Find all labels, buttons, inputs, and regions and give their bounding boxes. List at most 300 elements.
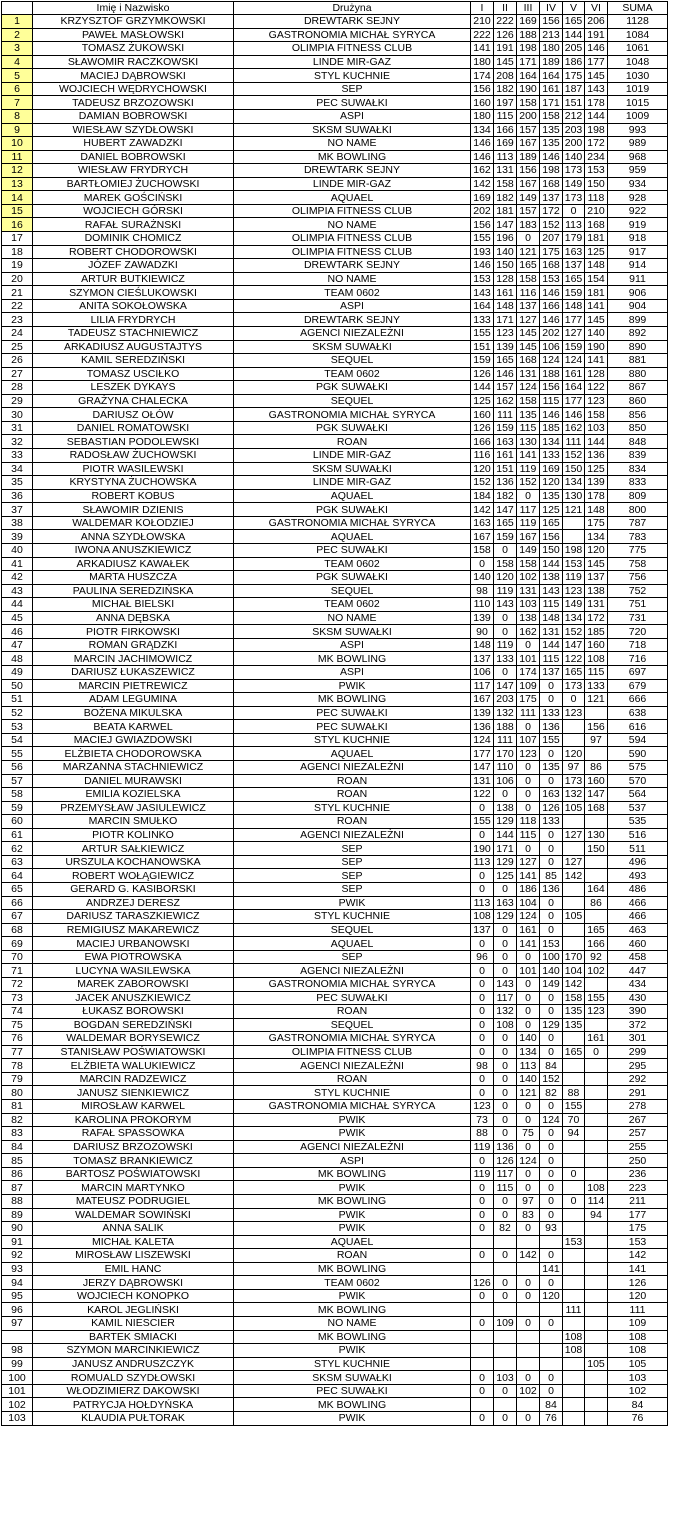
game2-cell: 0: [494, 1411, 517, 1425]
rank-cell: [2, 1330, 33, 1344]
rank-cell: 71: [2, 964, 33, 978]
table-row: [2, 313, 668, 327]
total-cell: 430: [608, 991, 668, 1005]
game6-cell: 103: [585, 421, 608, 435]
rank-cell: 84: [2, 1140, 33, 1154]
game6-cell: 120: [585, 543, 608, 557]
table-row: [2, 367, 668, 381]
name-cell: DOMINIK CHOMICZ: [33, 232, 234, 246]
total-cell: 466: [608, 910, 668, 924]
name-cell: EMIL HANC: [33, 1262, 234, 1276]
total-cell: 177: [608, 1208, 668, 1222]
game1-cell: 146: [471, 150, 494, 164]
game2-cell: 0: [494, 1289, 517, 1303]
team-cell: SEQUEL: [234, 354, 471, 368]
game4-cell: 0: [540, 842, 563, 856]
game6-cell: 125: [585, 462, 608, 476]
game5-cell: 152: [563, 449, 585, 463]
game5-cell: [563, 530, 585, 544]
total-cell: 906: [608, 286, 668, 300]
game5-cell: 137: [563, 259, 585, 273]
game5-cell: 170: [563, 950, 585, 964]
rank-cell: 26: [2, 354, 33, 368]
game1-cell: 136: [471, 720, 494, 734]
game2-cell: 108: [494, 1018, 517, 1032]
rank-cell: 100: [2, 1371, 33, 1385]
game2-cell: 110: [494, 760, 517, 774]
name-cell: ANNA SALIK: [33, 1222, 234, 1236]
name-cell: WALDEMAR KOŁODZIEJ: [33, 516, 234, 530]
team-cell: PGK SUWAŁKI: [234, 503, 471, 517]
team-cell: SEQUEL: [234, 394, 471, 408]
table-row: [2, 109, 668, 123]
game2-cell: 191: [494, 42, 517, 56]
game2-cell: 197: [494, 96, 517, 110]
game4-cell: 171: [540, 96, 563, 110]
rank-cell: 3: [2, 42, 33, 56]
game4-cell: 0: [540, 1384, 563, 1398]
table-row: [2, 354, 668, 368]
name-cell: TOMASZ ŻUKOWSKI: [33, 42, 234, 56]
game1-cell: 113: [471, 896, 494, 910]
game5-cell: 135: [563, 1005, 585, 1019]
team-cell: MK BOWLING: [234, 1398, 471, 1412]
column-header: I: [471, 2, 494, 15]
game6-cell: 158: [585, 408, 608, 422]
game4-cell: 136: [540, 720, 563, 734]
game5-cell: [563, 733, 585, 747]
table-row: [2, 299, 668, 313]
game5-cell: 108: [563, 1344, 585, 1358]
total-cell: 267: [608, 1113, 668, 1127]
game3-cell: 119: [517, 462, 540, 476]
game6-cell: [585, 1249, 608, 1263]
game5-cell: 130: [563, 489, 585, 503]
team-cell: PEC SUWAŁKI: [234, 96, 471, 110]
total-cell: 752: [608, 584, 668, 598]
game1-cell: 0: [471, 937, 494, 951]
game5-cell: 173: [563, 679, 585, 693]
game2-cell: 0: [494, 611, 517, 625]
game5-cell: 153: [563, 1235, 585, 1249]
game5-cell: 164: [563, 381, 585, 395]
rank-cell: 30: [2, 408, 33, 422]
table-row: [2, 923, 668, 937]
game2-cell: 126: [494, 1154, 517, 1168]
game4-cell: 0: [540, 1317, 563, 1331]
game1-cell: 88: [471, 1127, 494, 1141]
table-row: [2, 1140, 668, 1154]
name-cell: JANUSZ SIENKIEWICZ: [33, 1086, 234, 1100]
total-cell: 120: [608, 1289, 668, 1303]
total-cell: 535: [608, 815, 668, 829]
game5-cell: 135: [563, 1018, 585, 1032]
rank-cell: 103: [2, 1411, 33, 1425]
game6-cell: [585, 1398, 608, 1412]
team-cell: ASPI: [234, 299, 471, 313]
name-cell: ANNA DĘBSKA: [33, 611, 234, 625]
rank-cell: 20: [2, 272, 33, 286]
game5-cell: 173: [563, 774, 585, 788]
game2-cell: 148: [494, 299, 517, 313]
team-cell: ROAN: [234, 774, 471, 788]
total-cell: 211: [608, 1194, 668, 1208]
team-cell: PWIK: [234, 1344, 471, 1358]
game6-cell: [585, 1059, 608, 1073]
team-cell: STYL KUCHNIE: [234, 801, 471, 815]
game4-cell: 100: [540, 950, 563, 964]
total-cell: 390: [608, 1005, 668, 1019]
game5-cell: [563, 1140, 585, 1154]
game4-cell: 0: [540, 1167, 563, 1181]
game4-cell: 0: [540, 1100, 563, 1114]
game1-cell: 0: [471, 869, 494, 883]
game4-cell: 152: [540, 1072, 563, 1086]
total-cell: 108: [608, 1344, 668, 1358]
game3-cell: 0: [517, 1018, 540, 1032]
game6-cell: 108: [585, 1181, 608, 1195]
column-header: [2, 2, 33, 15]
game1-cell: 98: [471, 584, 494, 598]
game6-cell: 123: [585, 394, 608, 408]
game2-cell: 123: [494, 326, 517, 340]
team-cell: STYL KUCHNIE: [234, 1086, 471, 1100]
game1-cell: 190: [471, 842, 494, 856]
total-cell: 372: [608, 1018, 668, 1032]
game2-cell: 0: [494, 1113, 517, 1127]
game4-cell: 0: [540, 923, 563, 937]
game4-cell: 148: [540, 611, 563, 625]
total-cell: 839: [608, 449, 668, 463]
game5-cell: 212: [563, 109, 585, 123]
table-row: [2, 1303, 668, 1317]
game5-cell: 165: [563, 15, 585, 29]
game1-cell: 123: [471, 1100, 494, 1114]
rank-cell: 55: [2, 747, 33, 761]
team-cell: STYL KUCHNIE: [234, 910, 471, 924]
game1-cell: 0: [471, 1005, 494, 1019]
total-cell: 758: [608, 557, 668, 571]
total-cell: 291: [608, 1086, 668, 1100]
team-cell: AGENCI NIEZALEŻNI: [234, 326, 471, 340]
game1-cell: 160: [471, 96, 494, 110]
game6-cell: 190: [585, 340, 608, 354]
name-cell: TOMASZ USCIŁKO: [33, 367, 234, 381]
table-row: [2, 679, 668, 693]
table-row: [2, 1005, 668, 1019]
game4-cell: 0: [540, 896, 563, 910]
game4-cell: 164: [540, 69, 563, 83]
total-cell: 250: [608, 1154, 668, 1168]
game5-cell: 134: [563, 476, 585, 490]
game4-cell: 0: [540, 1249, 563, 1263]
team-cell: MK BOWLING: [234, 1303, 471, 1317]
table-row: [2, 733, 668, 747]
name-cell: WOJCIECH WĘDRYCHOWSKI: [33, 82, 234, 96]
rank-cell: 32: [2, 435, 33, 449]
team-cell: TEAM 0602: [234, 557, 471, 571]
game1-cell: 137: [471, 652, 494, 666]
game3-cell: 131: [517, 367, 540, 381]
total-cell: 516: [608, 828, 668, 842]
total-cell: 720: [608, 625, 668, 639]
team-cell: LINDE MIR-GAZ: [234, 55, 471, 69]
team-cell: TEAM 0602: [234, 286, 471, 300]
game2-cell: 119: [494, 584, 517, 598]
table-row: [2, 1235, 668, 1249]
game1-cell: [471, 1357, 494, 1371]
game5-cell: [563, 815, 585, 829]
game5-cell: 104: [563, 964, 585, 978]
team-cell: SKSM SUWAŁKI: [234, 462, 471, 476]
game3-cell: 102: [517, 1384, 540, 1398]
rank-cell: 93: [2, 1262, 33, 1276]
game1-cell: 73: [471, 1113, 494, 1127]
name-cell: DARIUSZ ŁUKASZEWICZ: [33, 666, 234, 680]
game5-cell: [563, 896, 585, 910]
game4-cell: 149: [540, 977, 563, 991]
table-row: [2, 611, 668, 625]
game1-cell: 125: [471, 394, 494, 408]
game3-cell: 189: [517, 150, 540, 164]
rank-cell: 38: [2, 516, 33, 530]
game5-cell: 159: [563, 286, 585, 300]
name-cell: DANIEL MURAWSKI: [33, 774, 234, 788]
game5-cell: [563, 720, 585, 734]
name-cell: KAMIL NIESCIER: [33, 1317, 234, 1331]
team-cell: AQUAEL: [234, 747, 471, 761]
name-cell: MARCIN RADZEWICZ: [33, 1072, 234, 1086]
team-cell: PWIK: [234, 1289, 471, 1303]
game6-cell: [585, 1411, 608, 1425]
game3-cell: 138: [517, 611, 540, 625]
game4-cell: 120: [540, 476, 563, 490]
rank-cell: 11: [2, 150, 33, 164]
game6-cell: 160: [585, 774, 608, 788]
name-cell: RAFAŁ SPASSOWKA: [33, 1127, 234, 1141]
game6-cell: 181: [585, 232, 608, 246]
game3-cell: 0: [517, 1100, 540, 1114]
team-cell: DREWTARK SEJNY: [234, 164, 471, 178]
game4-cell: 202: [540, 326, 563, 340]
game6-cell: 178: [585, 489, 608, 503]
game6-cell: 108: [585, 652, 608, 666]
name-cell: EWA PIOTROWSKA: [33, 950, 234, 964]
name-cell: JANUSZ ANDRUSZCZYK: [33, 1357, 234, 1371]
game5-cell: 0: [563, 1167, 585, 1181]
game6-cell: [585, 1289, 608, 1303]
rank-cell: 62: [2, 842, 33, 856]
game1-cell: 202: [471, 204, 494, 218]
game2-cell: 208: [494, 69, 517, 83]
game4-cell: 0: [540, 1194, 563, 1208]
game1-cell: 96: [471, 950, 494, 964]
game4-cell: 169: [540, 462, 563, 476]
game1-cell: 156: [471, 218, 494, 232]
name-cell: IWONA ANUSZKIEWICZ: [33, 543, 234, 557]
rank-cell: 14: [2, 191, 33, 205]
game3-cell: 0: [517, 1222, 540, 1236]
team-cell: PWIK: [234, 1181, 471, 1195]
game4-cell: 125: [540, 503, 563, 517]
game5-cell: 162: [563, 421, 585, 435]
game4-cell: 84: [540, 1059, 563, 1073]
table-row: [2, 584, 668, 598]
table-row: [2, 381, 668, 395]
name-cell: ARKADIUSZ AUGUSTAJTYS: [33, 340, 234, 354]
game1-cell: 153: [471, 272, 494, 286]
game2-cell: [494, 1303, 517, 1317]
game5-cell: 173: [563, 191, 585, 205]
game1-cell: 144: [471, 381, 494, 395]
game3-cell: 141: [517, 449, 540, 463]
name-cell: LESZEK DYKAYS: [33, 381, 234, 395]
game2-cell: 162: [494, 394, 517, 408]
game3-cell: 121: [517, 1086, 540, 1100]
rank-cell: 54: [2, 733, 33, 747]
name-cell: ROBERT CHODOROWSKI: [33, 245, 234, 259]
game4-cell: 134: [540, 435, 563, 449]
game1-cell: 141: [471, 42, 494, 56]
game3-cell: 0: [517, 1181, 540, 1195]
total-cell: 153: [608, 1235, 668, 1249]
game5-cell: 165: [563, 666, 585, 680]
game3-cell: 164: [517, 69, 540, 83]
game3-cell: 142: [517, 1249, 540, 1263]
rank-cell: 1: [2, 15, 33, 29]
game6-cell: 150: [585, 177, 608, 191]
team-cell: SKSM SUWAŁKI: [234, 123, 471, 137]
name-cell: ADAM LEGUMINA: [33, 693, 234, 707]
total-cell: 486: [608, 883, 668, 897]
game3-cell: 175: [517, 693, 540, 707]
team-cell: PGK SUWAŁKI: [234, 421, 471, 435]
team-cell: ROAN: [234, 435, 471, 449]
game2-cell: 147: [494, 218, 517, 232]
team-cell: PGK SUWAŁKI: [234, 571, 471, 585]
team-cell: OLIMPIA FITNESS CLUB: [234, 1045, 471, 1059]
game6-cell: 130: [585, 828, 608, 842]
team-cell: AGENCI NIEZALEŻNI: [234, 1059, 471, 1073]
team-cell: ASPI: [234, 666, 471, 680]
game2-cell: 165: [494, 516, 517, 530]
rank-cell: 49: [2, 666, 33, 680]
game6-cell: [585, 1072, 608, 1086]
total-cell: 679: [608, 679, 668, 693]
name-cell: REMIGIUSZ MAKAREWICZ: [33, 923, 234, 937]
game2-cell: 117: [494, 991, 517, 1005]
game3-cell: 127: [517, 855, 540, 869]
game1-cell: 139: [471, 706, 494, 720]
game5-cell: 150: [563, 462, 585, 476]
game5-cell: 123: [563, 584, 585, 598]
table-row: [2, 150, 668, 164]
team-cell: NO NAME: [234, 1317, 471, 1331]
game2-cell: 157: [494, 381, 517, 395]
total-cell: 594: [608, 733, 668, 747]
total-cell: 1084: [608, 28, 668, 42]
game5-cell: [563, 883, 585, 897]
table-row: [2, 1100, 668, 1114]
game6-cell: 198: [585, 123, 608, 137]
game6-cell: 175: [585, 516, 608, 530]
game3-cell: 109: [517, 679, 540, 693]
total-cell: 126: [608, 1276, 668, 1290]
table-row: [2, 123, 668, 137]
rank-cell: 86: [2, 1167, 33, 1181]
game6-cell: [585, 977, 608, 991]
table-row: [2, 1072, 668, 1086]
game6-cell: 144: [585, 435, 608, 449]
game6-cell: [585, 1262, 608, 1276]
name-cell: TADEUSZ STACHNIEWICZ: [33, 326, 234, 340]
team-cell: SEP: [234, 869, 471, 883]
game1-cell: 0: [471, 1222, 494, 1236]
rank-cell: 60: [2, 815, 33, 829]
rank-cell: 58: [2, 788, 33, 802]
game5-cell: 132: [563, 788, 585, 802]
game1-cell: 126: [471, 1276, 494, 1290]
game5-cell: 124: [563, 354, 585, 368]
rank-cell: 10: [2, 137, 33, 151]
game3-cell: 174: [517, 666, 540, 680]
rank-cell: 45: [2, 611, 33, 625]
game6-cell: [585, 706, 608, 720]
game1-cell: 152: [471, 476, 494, 490]
team-cell: LINDE MIR-GAZ: [234, 177, 471, 191]
game2-cell: 0: [494, 923, 517, 937]
table-row: [2, 421, 668, 435]
game4-cell: 146: [540, 313, 563, 327]
name-cell: DANIEL ROMATOWSKI: [33, 421, 234, 435]
team-cell: STYL KUCHNIE: [234, 1357, 471, 1371]
game3-cell: 140: [517, 1072, 540, 1086]
rank-cell: 8: [2, 109, 33, 123]
game2-cell: 169: [494, 137, 517, 151]
total-cell: 105: [608, 1357, 668, 1371]
game4-cell: 137: [540, 191, 563, 205]
team-cell: SKSM SUWAŁKI: [234, 1371, 471, 1385]
game3-cell: 75: [517, 1127, 540, 1141]
game3-cell: 0: [517, 977, 540, 991]
game5-cell: [563, 1276, 585, 1290]
game1-cell: 0: [471, 801, 494, 815]
game3-cell: 0: [517, 760, 540, 774]
game3-cell: 183: [517, 218, 540, 232]
game4-cell: 144: [540, 638, 563, 652]
game3-cell: 137: [517, 299, 540, 313]
game4-cell: 141: [540, 1262, 563, 1276]
rank-cell: 9: [2, 123, 33, 137]
game4-cell: 163: [540, 788, 563, 802]
table-row: [2, 666, 668, 680]
name-cell: PIOTR FIRKOWSKI: [33, 625, 234, 639]
total-cell: 564: [608, 788, 668, 802]
name-cell: PIOTR KOLINKO: [33, 828, 234, 842]
game4-cell: 133: [540, 815, 563, 829]
game5-cell: 146: [563, 408, 585, 422]
game5-cell: 97: [563, 760, 585, 774]
game3-cell: 186: [517, 883, 540, 897]
game3-cell: 135: [517, 408, 540, 422]
game2-cell: 131: [494, 164, 517, 178]
rank-cell: 18: [2, 245, 33, 259]
game1-cell: 0: [471, 1384, 494, 1398]
total-cell: 616: [608, 720, 668, 734]
name-cell: KLAUDIA PUŁTORAK: [33, 1411, 234, 1425]
game6-cell: 210: [585, 204, 608, 218]
team-cell: PEC SUWAŁKI: [234, 543, 471, 557]
